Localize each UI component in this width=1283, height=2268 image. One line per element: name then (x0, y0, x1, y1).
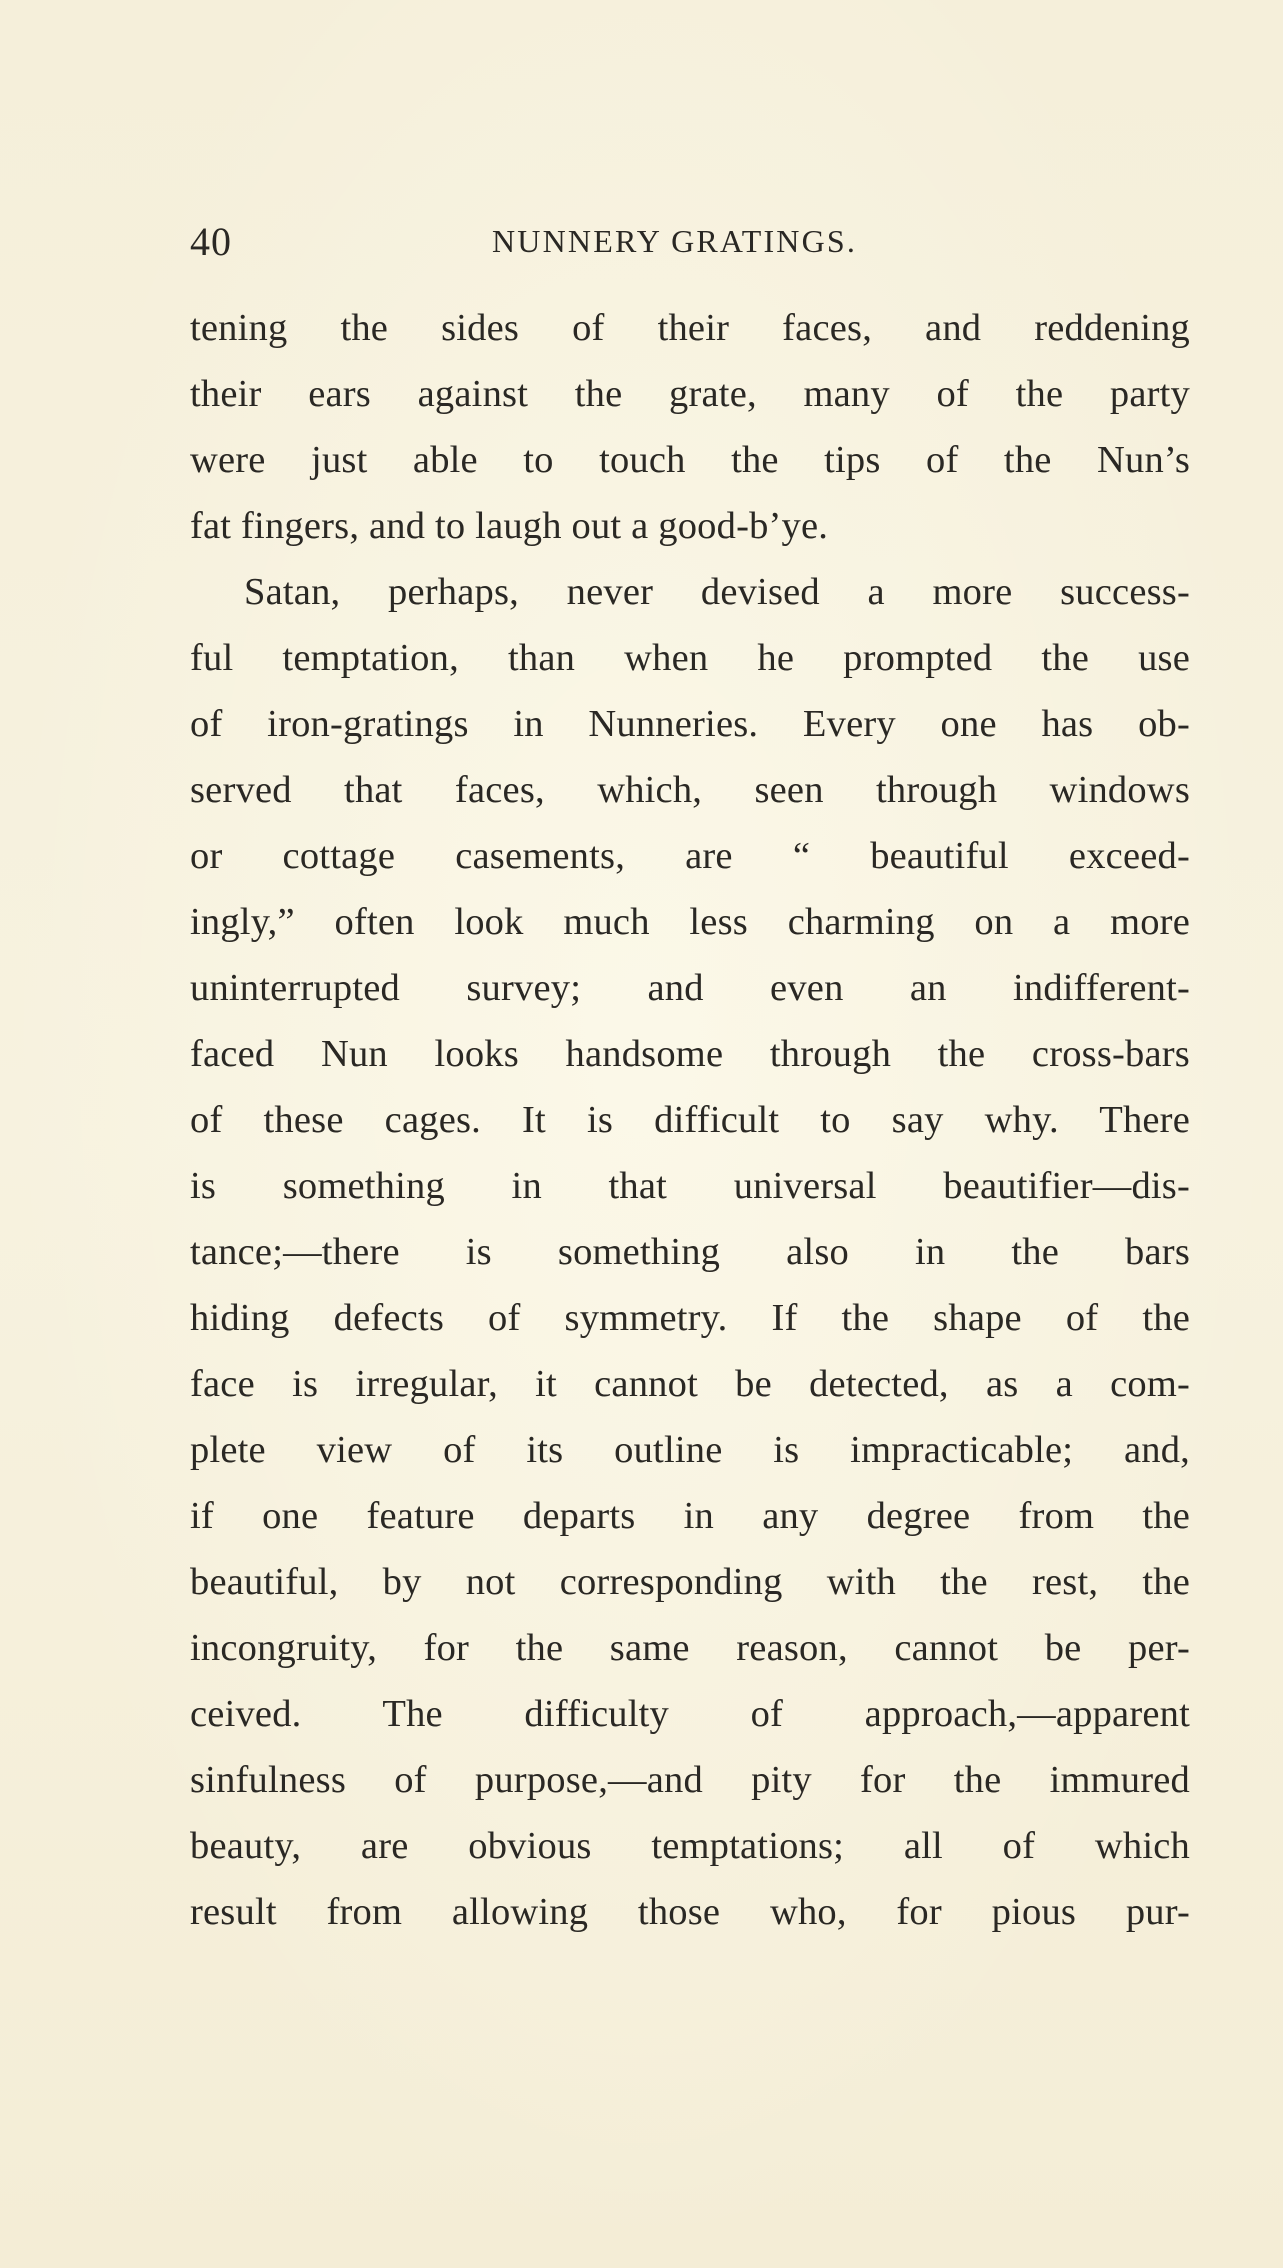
text-line: hiding defects of symmetry. If the shape of the (190, 1297, 1190, 1339)
text-line: is something in that universal beautifier—dis- (190, 1165, 1190, 1207)
text-line: beautiful, by not corresponding with the rest, the (190, 1561, 1190, 1603)
text-line: face is irregular, it cannot be detected, as a com- (190, 1363, 1190, 1405)
text-line: Satan, perhaps, never devised a more success- (244, 571, 1190, 613)
text-line: faced Nun looks handsome through the cross-bars (190, 1033, 1190, 1075)
text-line: uninterrupted survey; and even an indifferent- (190, 967, 1190, 1009)
text-line: tening the sides of their faces, and reddening (190, 307, 1190, 349)
text-line: of iron-gratings in Nunneries. Every one has ob- (190, 703, 1190, 745)
text-line: ingly,” often look much less charming on a more (190, 901, 1190, 943)
text-line: result from allowing those who, for pious pur- (190, 1891, 1190, 1933)
text-line: their ears against the grate, many of the party (190, 373, 1190, 415)
text-line: served that faces, which, seen through windows (190, 769, 1190, 811)
text-line: beauty, are obvious temptations; all of which (190, 1825, 1190, 1867)
text-line: or cottage casements, are “ beautiful exceed- (190, 835, 1190, 877)
text-line: ceived. The difficulty of approach,—apparent (190, 1693, 1190, 1735)
text-line: tance;—there is something also in the bars (190, 1231, 1190, 1273)
page-number: 40 (190, 219, 232, 264)
running-head (190, 218, 1190, 278)
text-line: fat fingers, and to laugh out a good-b’ye. (190, 505, 829, 547)
text-line: were just able to touch the tips of the Nun’s (190, 439, 1190, 481)
text-line: if one feature departs in any degree from the (190, 1495, 1190, 1537)
text-line: of these cages. It is difficult to say why. There (190, 1099, 1190, 1141)
text-line: ful temptation, than when he prompted the use (190, 637, 1190, 679)
text-line: incongruity, for the same reason, cannot be per- (190, 1627, 1190, 1669)
running-title: NUNNERY GRATINGS. (492, 223, 858, 259)
text-line: plete view of its outline is impracticable; and, (190, 1429, 1190, 1471)
text-line: sinfulness of purpose,—and pity for the immured (190, 1759, 1190, 1801)
body-text (190, 295, 1190, 1945)
